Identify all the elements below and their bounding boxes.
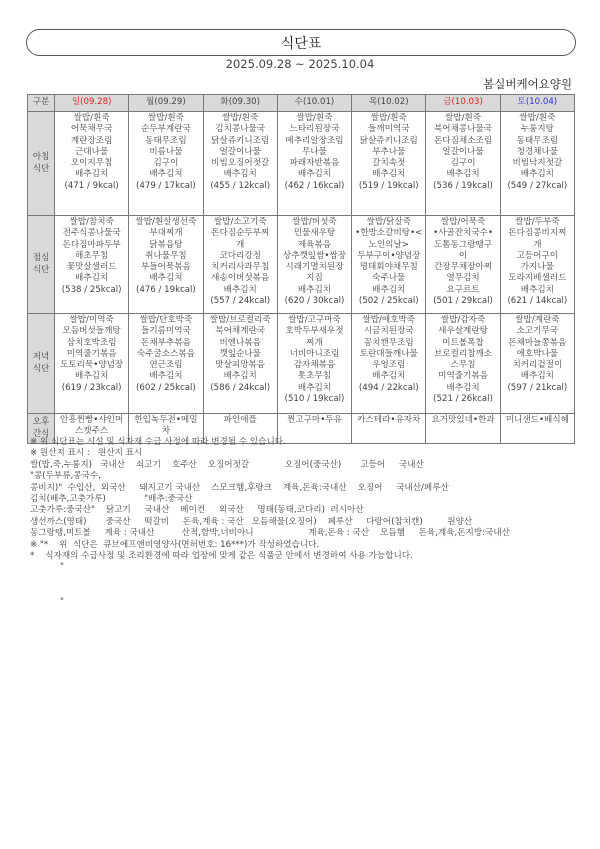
menu-cell [500, 314, 574, 414]
note-line: " [30, 562, 65, 573]
page-title-box [26, 29, 576, 56]
menu-item: 브로컬리참깨소 [433, 348, 493, 359]
menu-item: 열무김치 [446, 273, 480, 284]
menu-item: 고등어구이 [516, 250, 559, 261]
menu-item: •한방소갈비탕•< [355, 228, 423, 239]
menu-item: 순두부계란국 [141, 124, 191, 135]
menu-item: 숙주굴소스볶음 [136, 348, 195, 359]
menu-item: 전주식콩나물국 [62, 228, 121, 239]
menu-item: 안흥찐빵•샤인머 [60, 415, 124, 425]
note-line: ※ 원산지 표시 : 원산지 표시 [30, 448, 143, 459]
menu-item: 돈채부추볶음 [141, 337, 191, 348]
menu-item: 맛살피망볶음 [215, 360, 266, 371]
menu-item: 쌀밥/두부죽 [515, 217, 560, 227]
menu-item: 연근조림 [149, 360, 183, 371]
menu-item: 간장무채장아찌 [433, 262, 493, 273]
menu-item: 배추김치 [223, 284, 257, 295]
menu-item: 들깨미역국 [368, 124, 410, 135]
meal-row-breakfast [28, 112, 575, 216]
menu-item: 개 [236, 239, 245, 250]
note-line [30, 585, 590, 596]
menu-cell [203, 112, 277, 216]
menu-cell [277, 216, 351, 314]
menu-item: 동태무조림 [145, 135, 187, 146]
menu-item: 배추김치 [75, 371, 109, 382]
note-line: 동그랑땡,미트볼 계육 : 국내산 산적,함박,너비아니 계육,돈육 : 국산 모듬햄 돈육,계육,돈지방:국내산 [30, 528, 510, 539]
menu-item: 해초무침 [75, 250, 109, 261]
menu-item: 치커리사과무침 [211, 262, 270, 273]
menu-item: 돈다짐콩비지찌 [508, 228, 567, 239]
menu-item: 스무침 [450, 360, 476, 371]
calorie-info: (597 / 21kcal) [507, 382, 568, 393]
menu-item: 톳초무침 [297, 371, 332, 382]
menu-item: 너비아니조림 [289, 348, 340, 359]
notes-section [30, 437, 590, 608]
menu-item: 닭살쥬키니조림 [359, 135, 418, 146]
menu-item: 지짐 [306, 273, 323, 284]
menu-item: 배추김치 [223, 169, 257, 180]
menu-item: 쌀밥/흰죽 [519, 113, 556, 123]
menu-item: 느타리된장국 [289, 124, 340, 135]
menu-item: 배추김치 [75, 169, 109, 180]
menu-item: 쌀밥/브로컬리죽 [209, 315, 271, 325]
menu-item: 한입녹두전•메밀 [134, 415, 198, 425]
meal-row-dinner [28, 314, 575, 414]
menu-item: 쌀밥/흰죽 [296, 113, 333, 123]
menu-item: 도톰동그랑땡구 [433, 239, 493, 250]
calorie-info: (557 / 24kcal) [210, 296, 271, 307]
day-header-mon: 월(09.29) [129, 95, 203, 112]
menu-item: 파인애플 [223, 415, 257, 425]
menu-item: 배추김치 [520, 371, 554, 382]
day-header-sun: 일(09.28) [55, 95, 129, 112]
menu-item: 치커리겉절이 [512, 360, 563, 371]
menu-item: 얼갈이나물 [442, 146, 484, 157]
calorie-info: (549 / 27kcal) [507, 180, 568, 191]
menu-item: 쌀밥/흰살생선죽 [135, 217, 197, 227]
menu-item: 북어채콩나물국 [433, 124, 493, 135]
menu-cell [55, 216, 129, 314]
menu-item: 돈다짐마파두부 [62, 239, 121, 250]
menu-item: 쌀밥/고구마죽 [288, 315, 341, 325]
menu-item: 쌀밥/애호박죽 [362, 315, 416, 325]
menu-item: 배추김치 [297, 284, 332, 295]
note-line: " [30, 596, 65, 607]
menu-item: 도라지배샐러드 [508, 273, 567, 284]
menu-item: 미역줄기볶음 [438, 371, 488, 382]
menu-item: 닭살쥬키니조림 [211, 135, 270, 146]
menu-cell [203, 314, 277, 414]
calorie-info: (536 / 19kcal) [433, 180, 493, 191]
calorie-info: (510 / 19kcal) [284, 394, 345, 405]
menu-item: 들기름미역국 [141, 326, 191, 337]
menu-cell [129, 314, 203, 414]
meal-row-label: 오후 간식 [28, 414, 55, 444]
menu-item: •사골잔치국수• [433, 228, 494, 239]
menu-item: 코다리강정 [219, 250, 261, 261]
menu-item: 누룽지탕 [520, 124, 554, 135]
menu-item: 꽃맛살샐러드 [66, 262, 117, 273]
menu-cell [55, 112, 129, 216]
menu-item: 쌀밥/감자죽 [440, 315, 486, 325]
menu-item: 미트볼폭찹 [442, 337, 484, 348]
menu-item: 배추김치 [372, 284, 406, 295]
menu-item: 청경채나물 [516, 146, 559, 157]
meal-row-label: 점심 식단 [28, 216, 55, 314]
menu-item: 깻잎순나물 [219, 348, 261, 359]
menu-cell [426, 216, 500, 314]
facility-name: 봄실버케어요양원 [483, 77, 572, 91]
menu-item: 쌀밥/미역죽 [69, 315, 114, 325]
calorie-info: (619 / 23kcal) [61, 382, 122, 393]
menu-item: 북어채계란국 [215, 326, 266, 337]
menu-item: 부들어묵볶음 [141, 262, 191, 273]
menu-item: 돈채마늘쫑볶음 [508, 337, 567, 348]
day-header-wed: 수(10.01) [277, 95, 351, 112]
menu-cell [55, 314, 129, 414]
note-line: ※ 위 식단표는 시설 및 식자재 수급 사정에 따라 변경될 수 있습니다. [30, 437, 286, 447]
note-line: "콩(두부류,콩국수, [30, 471, 101, 482]
calorie-info: (502 / 25kcal) [358, 296, 419, 307]
menu-item: 배추김치 [520, 169, 554, 180]
menu-cell [500, 216, 574, 314]
menu-item: 차 [161, 426, 171, 437]
menu-cell [352, 112, 426, 216]
calorie-info: (455 / 12kcal) [210, 180, 271, 191]
page-title: 식단표 [280, 35, 322, 52]
date-range: 2025.09.28 ~ 2025.10.04 [225, 57, 375, 71]
menu-item: 쌀밥/어묵죽 [440, 217, 486, 227]
menu-item: 파래자반볶음 [289, 158, 340, 169]
menu-item: 시래기멸치된장 [285, 262, 344, 273]
menu-item: 두부구이•양념장 [357, 250, 421, 261]
menu-item: 계란장조림 [70, 135, 113, 146]
menu-table [27, 94, 575, 444]
meal-row-lunch [28, 216, 575, 314]
menu-cell [352, 216, 426, 314]
menu-item: 배추김치 [446, 382, 480, 393]
day-header-fri: 금(10.03) [426, 95, 500, 112]
note-line: * 식자재의 수급사정 및 조리환경에 따라 업장에 맞게 같은 식품군 안에서 변경하여 사용 가능합니다. [30, 551, 413, 562]
menu-item: 찐고구마•두유 [287, 415, 342, 425]
menu-cell [426, 112, 500, 216]
calorie-info: (521 / 26kcal) [433, 394, 493, 405]
calorie-info: (538 / 25kcal) [61, 284, 122, 295]
note-line: 고춧가루:중국산" 닭고기 국내산 베이컨 외국산 명태(동태,코다리) 러시아산 [30, 505, 364, 516]
menu-cell [426, 314, 500, 414]
menu-item: 배추김치 [75, 273, 109, 284]
menu-item: 요구르트 [446, 284, 480, 295]
menu-item: 돈다짐순두부찌 [211, 228, 270, 239]
menu-item: 쌀밥/흰죽 [147, 113, 184, 123]
menu-item: 쌀밥/버섯죽 [292, 217, 337, 227]
menu-item: 꽁치캔무조림 [363, 337, 414, 348]
menu-item: 삼치호박조림 [66, 337, 117, 348]
menu-item: 모듬버섯들깨탕 [62, 326, 121, 337]
menu-item: 민물새우탕 [293, 228, 336, 239]
menu-item: 배추김치 [446, 169, 480, 180]
menu-item: 배추김치 [149, 273, 183, 284]
menu-item: 스캣주스 [75, 426, 109, 437]
menu-item: 김구이 [450, 158, 476, 169]
calorie-info: (476 / 19kcal) [136, 284, 196, 295]
menu-item: 비빔오징어젓갈 [211, 158, 270, 169]
menu-item: 도토리묵•양념장 [60, 360, 124, 371]
menu-item: 배추김치 [149, 371, 183, 382]
calorie-info: (519 / 19kcal) [358, 180, 419, 191]
menu-item: 무나물 [302, 146, 327, 157]
menu-item: 비빔낙지젓갈 [512, 158, 563, 169]
menu-item: 미역줄기볶음 [66, 348, 117, 359]
menu-item: 제육볶음 [297, 239, 332, 250]
menu-item: 비엔나볶음 [219, 337, 261, 348]
calorie-info: (621 / 14kcal) [507, 296, 568, 307]
menu-item: 쌀밥/닭살죽 [366, 217, 411, 227]
calorie-info: (501 / 29kcal) [433, 296, 493, 307]
menu-cell [129, 216, 203, 314]
calorie-info: (471 / 9kcal) [64, 180, 119, 191]
menu-item: 명태회야채무침 [359, 262, 418, 273]
menu-item: 배추김치 [223, 371, 257, 382]
menu-item: 쌀밥/단호박죽 [139, 315, 193, 325]
corner-label: 구분 [28, 95, 55, 112]
menu-item: 가지나물 [520, 262, 554, 273]
menu-item: 쌀밥/참치죽 [69, 217, 114, 227]
menu-item: 동태무조림 [516, 135, 559, 146]
menu-item: 요거맛있네•한과 [431, 415, 495, 425]
menu-item: 토란대들깨나물 [359, 348, 418, 359]
menu-item: 감자채볶음 [293, 360, 336, 371]
menu-item: 갈치속젓 [372, 158, 406, 169]
menu-item: 돈다짐채소조림 [433, 135, 493, 146]
menu-item: 쌀밥/소고기죽 [213, 217, 267, 227]
menu-item: 새우살계란탕 [438, 326, 488, 337]
note-line: 콩비지)" 수입산, 외국산 돼지고기 국내산 스모크햄,후랑크 계육,돈육:국내산 오징어 국내산/페루산 [30, 482, 449, 493]
menu-item: 배추김치 [149, 169, 183, 180]
calorie-info: (620 / 30kcal) [284, 296, 345, 307]
note-line: 김치(배추,고춧가루) "배추:중국산 [30, 494, 193, 505]
menu-cell [277, 314, 351, 414]
day-header-tue: 화(09.30) [203, 95, 277, 112]
day-header-sat: 토(10.04) [500, 95, 574, 112]
meal-row-label: 저녁 식단 [28, 314, 55, 414]
menu-item: 찌개 [306, 337, 323, 348]
menu-item: 쌀밥/흰죽 [444, 113, 482, 123]
calorie-info: (462 / 16kcal) [284, 180, 345, 191]
menu-cell [203, 216, 277, 314]
menu-item: 오이지무침 [70, 158, 113, 169]
menu-item: 김치콩나물국 [215, 124, 266, 135]
menu-item: 부대찌개 [149, 228, 183, 239]
menu-item: 배추김치 [372, 371, 406, 382]
menu-item: 시금치된장국 [363, 326, 414, 337]
header-row [28, 95, 575, 112]
calorie-info: (479 / 17kcal) [136, 180, 196, 191]
note-line: 쌀(밥,죽,누룽지) 국내산 쇠고기 호주산 오징어젓갈 오징어(중국산) 고등어 국내산 [30, 459, 424, 470]
menu-item: 메추리알장조림 [285, 135, 344, 146]
menu-item: 노인의날> [368, 239, 409, 250]
note-line: ※ "* 위 식단은 큐브에프앤비영양사(면허번호: 16***)가 작성하였습니다. [30, 539, 320, 550]
menu-item: 배추김치 [297, 169, 332, 180]
menu-item: 쌀밥/흰죽 [222, 113, 259, 123]
menu-item: 우엉조림 [372, 360, 406, 371]
menu-item: 새송이버섯볶음 [211, 273, 270, 284]
menu-item: 소고기무국 [516, 326, 559, 337]
calorie-info: (586 / 24kcal) [210, 382, 271, 393]
day-header-thu: 목(10.02) [352, 95, 426, 112]
menu-item: 근대나물 [75, 146, 109, 157]
menu-item: 쌀밥/흰죽 [73, 113, 110, 123]
menu-item: 호박두부새우젓 [285, 326, 344, 337]
menu-item: 취나물무침 [145, 250, 187, 261]
menu-item: 얼갈이나물 [219, 146, 261, 157]
menu-item: 이 [458, 250, 468, 261]
menu-item: 김구이 [153, 158, 179, 169]
menu-item: 어묵채무국 [70, 124, 113, 135]
calorie-info: (494 / 22kcal) [358, 382, 419, 393]
menu-item: 쌀밥/흰죽 [370, 113, 407, 123]
menu-item: 숙주나물 [372, 273, 406, 284]
menu-item: 부추나물 [372, 146, 406, 157]
calorie-info: (602 / 25kcal) [136, 382, 196, 393]
meal-row-label: 아침 식단 [28, 112, 55, 216]
menu-item: 쌀밥/계란죽 [515, 315, 560, 325]
menu-item: 미니샌드•배식혜 [505, 415, 569, 425]
note-line [30, 574, 590, 585]
menu-item: 애호박나물 [516, 348, 559, 359]
menu-item: 배추김치 [297, 382, 332, 393]
menu-cell [277, 112, 351, 216]
note-line: 생선까스(명태) 중국산 떡갈비 돈육,계육 : 국산 모듬해물(오징어) 페루산 다랑어(참치캔) 원양산 [30, 516, 473, 527]
menu-item: 개 [533, 239, 542, 250]
menu-item: 카스테라•유자차 [357, 415, 421, 425]
menu-item: 상추깻잎쌈•쌈장 [282, 250, 347, 261]
menu-item: 배추김치 [520, 284, 554, 295]
menu-item: 배추김치 [372, 169, 406, 180]
menu-item: 닭볶음탕 [149, 239, 183, 250]
menu-cell [352, 314, 426, 414]
menu-cell [129, 112, 203, 216]
menu-item: 비름나물 [149, 146, 183, 157]
menu-cell [500, 112, 574, 216]
